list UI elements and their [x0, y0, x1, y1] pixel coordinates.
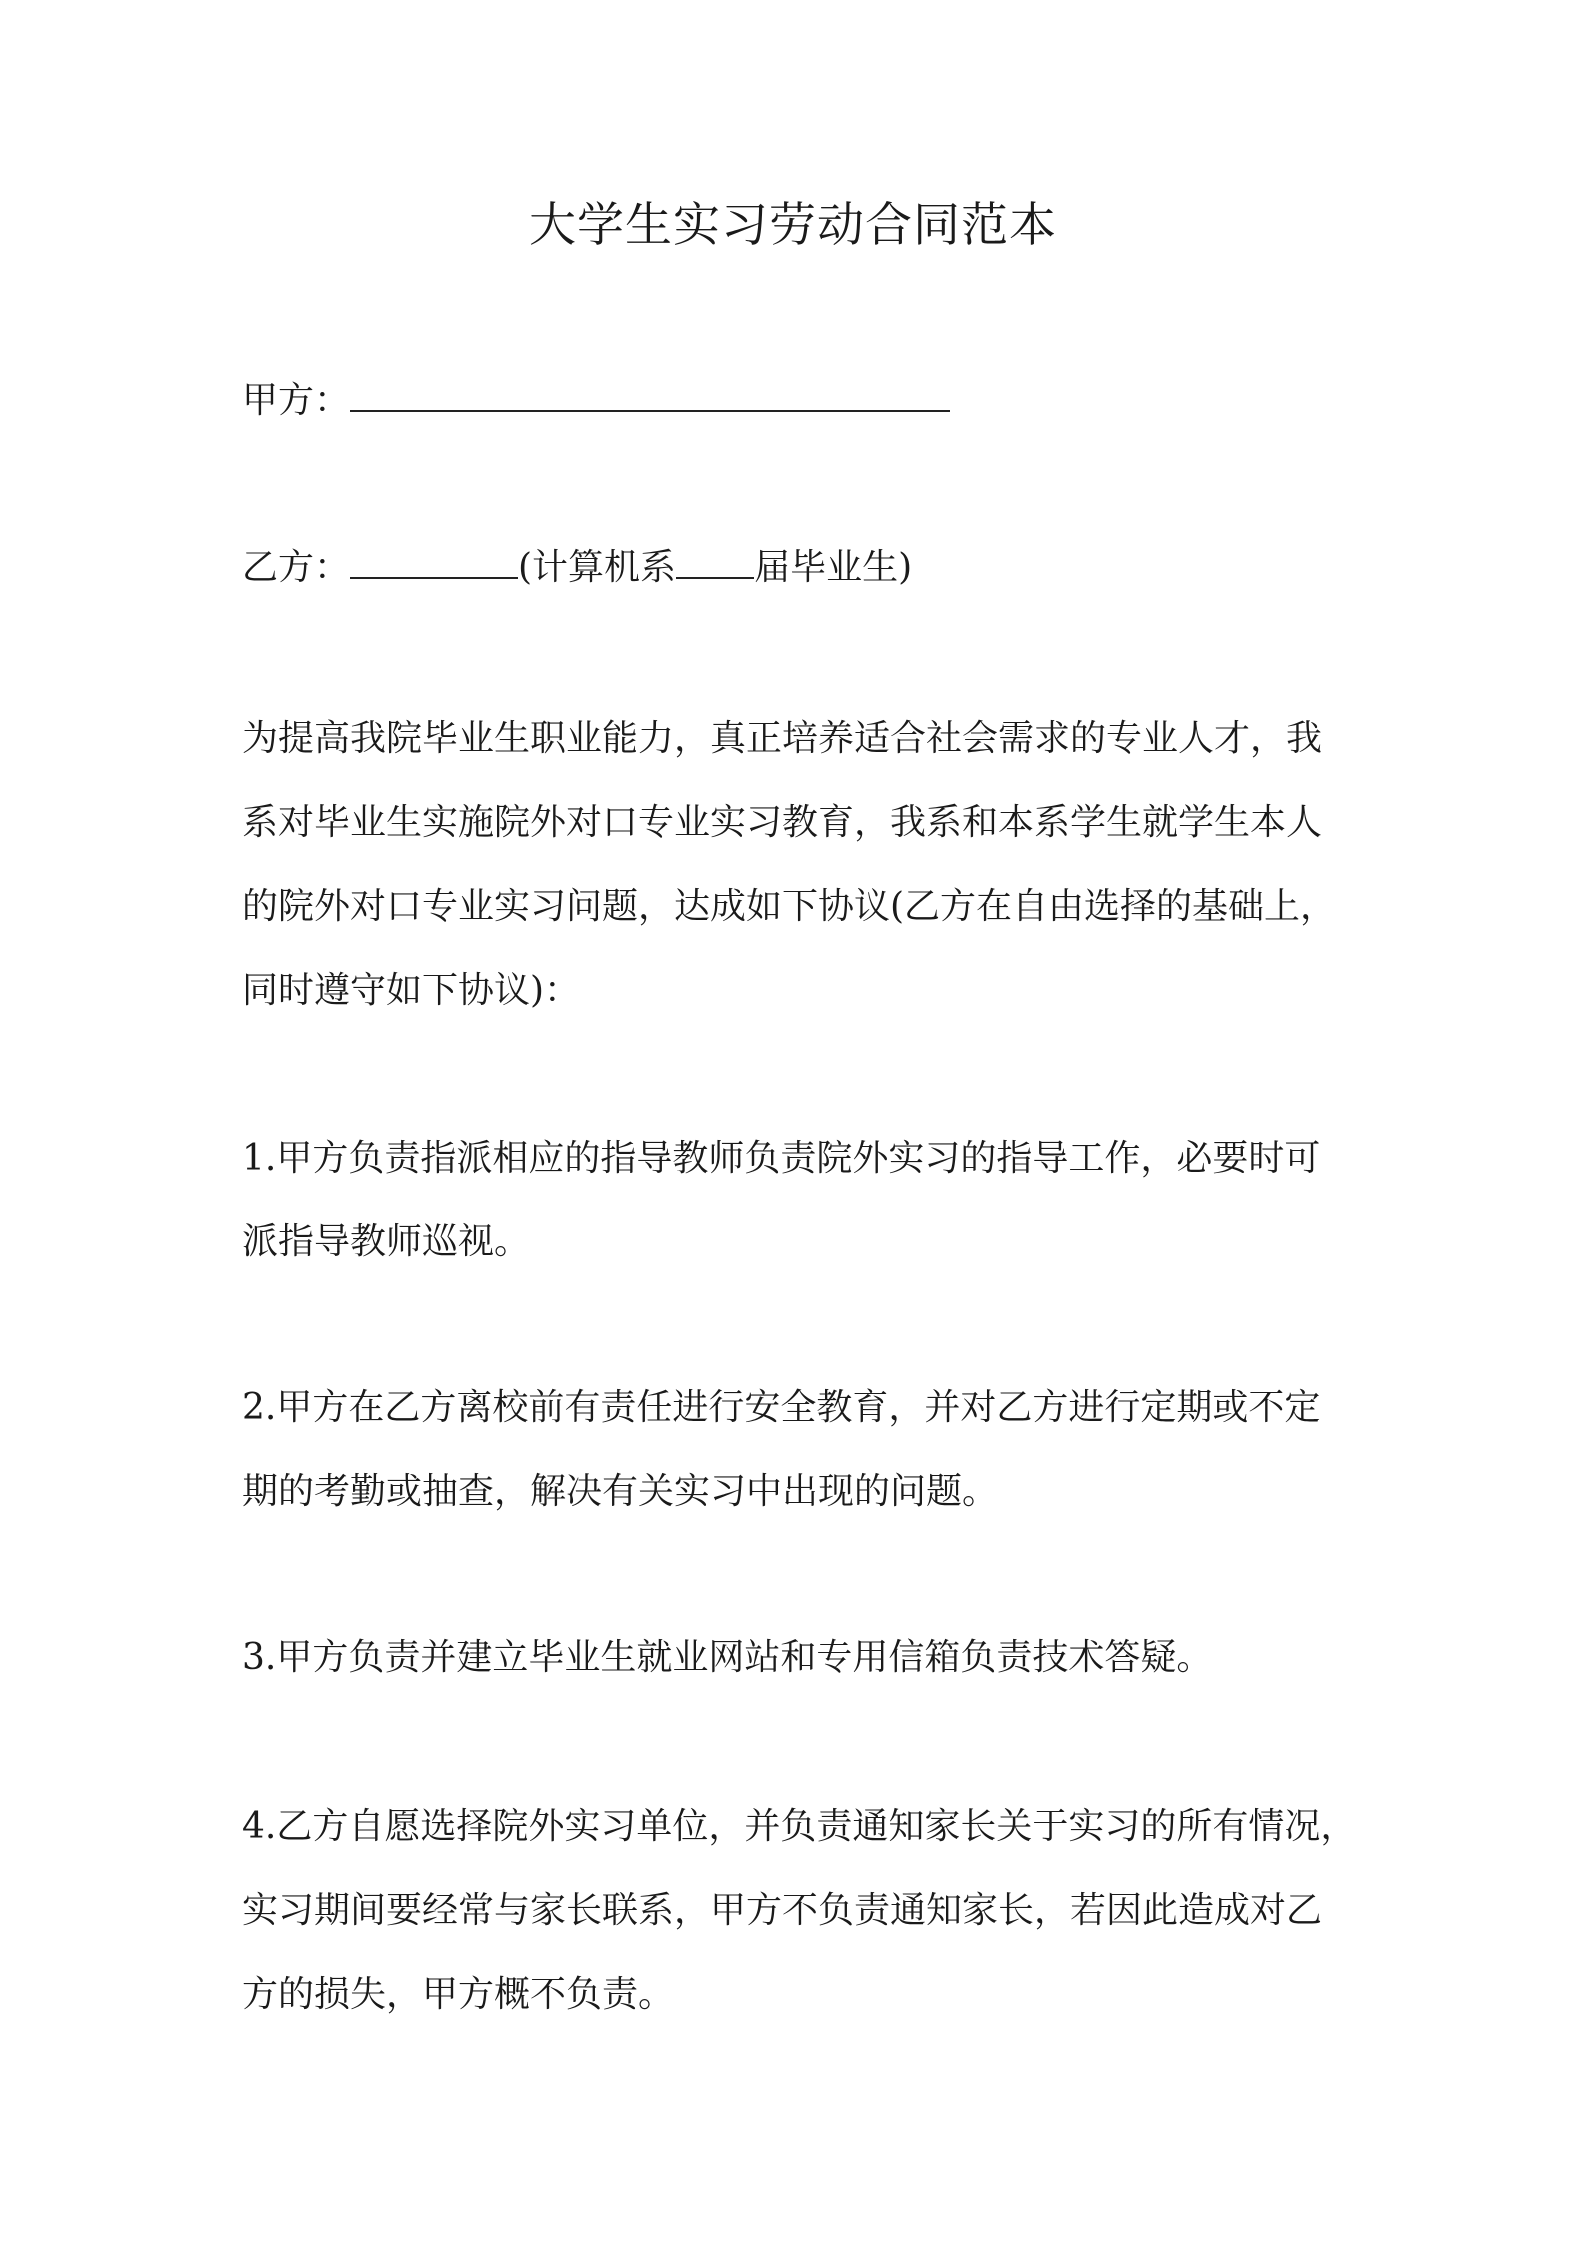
clause-line: 方的损失，甲方概不负责。: [242, 1974, 675, 2015]
party-a-blank: [350, 378, 950, 412]
party-b-name-blank: [350, 545, 518, 579]
intro-paragraph: [242, 716, 1362, 1014]
intro-line: 同时遵守如下协议)：: [242, 970, 581, 1011]
clause-line: 2.甲方在乙方离校前有责任进行安全教育，并对乙方进行定期或不定: [242, 1387, 1321, 1428]
clause-4: [242, 1804, 1362, 2018]
intro-line: 为提高我院毕业生职业能力，真正培养适合社会需求的专业人才，我: [242, 718, 1323, 759]
document-title: 大学生实习劳动合同范本: [529, 198, 1057, 253]
party-b-year-blank: [676, 545, 754, 579]
clause-3: [242, 1635, 1362, 1681]
party-b-note-open: (计算机系: [518, 547, 677, 588]
party-b-note-close: 届毕业生): [754, 547, 913, 588]
party-b-label: 乙方：: [242, 547, 351, 588]
intro-line: 的院外对口专业实习问题，达成如下协议(乙方在自由选择的基础上，: [242, 886, 1337, 927]
party-b-line: [242, 545, 912, 591]
party-a-line: [242, 378, 950, 424]
party-a-label: 甲方：: [242, 380, 351, 421]
intro-line: 系对毕业生实施院外对口专业实习教育，我系和本系学生就学生本人: [242, 802, 1323, 843]
clause-2: [242, 1385, 1362, 1515]
clause-line: 实习期间要经常与家长联系，甲方不负责通知家长，若因此造成对乙: [242, 1890, 1323, 1931]
clause-line: 期的考勤或抽查，解决有关实习中出现的问题。: [242, 1471, 999, 1512]
clause-line: 4.乙方自愿选择院外实习单位，并负责通知家长关于实习的所有情况，: [242, 1806, 1357, 1847]
clause-line: 派指导教师巡视。: [242, 1221, 531, 1262]
clause-1: [242, 1136, 1362, 1265]
clause-line: 3.甲方负责并建立毕业生就业网站和专用信箱负责技术答疑。: [242, 1637, 1213, 1678]
clause-line: 1.甲方负责指派相应的指导教师负责院外实习的指导工作，必要时可: [242, 1138, 1321, 1179]
